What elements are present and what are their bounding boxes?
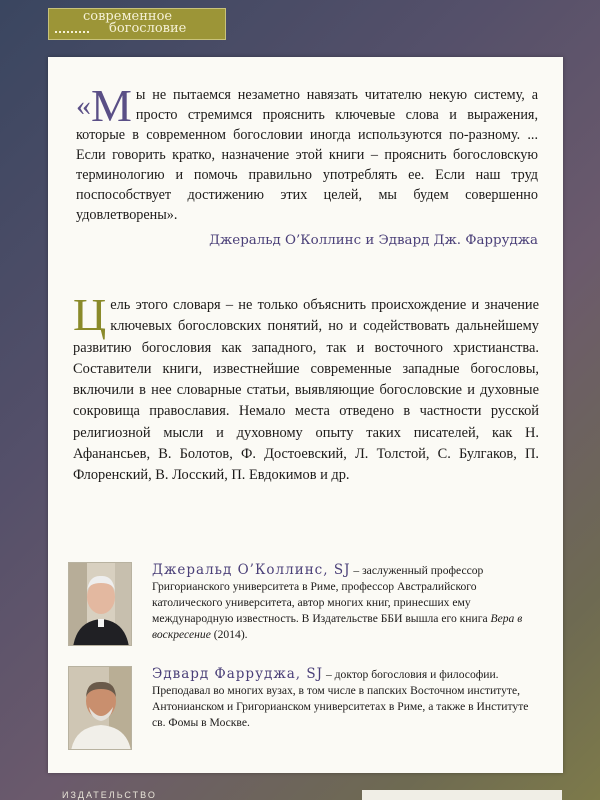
quote-text: ы не пытаемся незаметно навязать читателю некую систему, а просто стремимся прояснить ключевые слова и выражения, которые в современном богословии иногда используются по-разному. ... Если говорить кратко, назначение этой книги – прояснить богословскую терминологию и помочь правильно употреблять ее. Если наш труд поспособствует достижению этих целей, мы будем совершенно удовлетворены». <box>76 87 538 223</box>
portrait-image <box>69 667 132 750</box>
bio-text-farrugia <box>152 666 540 731</box>
dotted-rule <box>55 31 89 33</box>
quote-dropcap: М <box>91 80 132 131</box>
bio-body-farrugia: – доктор богословия и философии. Преподавал во многих вузах, в том числе в папских Восточном институте, Антонианском и Григорианском университетах в Риме, а также в Институте св. Фомы в Москве. <box>152 668 529 729</box>
book-title: Вера в воскресение <box>152 612 523 641</box>
series-badge <box>48 8 226 40</box>
description-paragraph <box>73 289 539 487</box>
author-name-ocollins: Джеральд О’Коллинс, SJ <box>152 562 351 578</box>
portrait-image <box>69 563 132 646</box>
author-photo-farrugia <box>68 666 132 750</box>
blurb-quote <box>76 80 538 251</box>
back-cover-panel <box>48 57 563 773</box>
bio-body-ocollins-1: – заслуженный профессор Григорианского университета в Риме, профессор Австралийского католического университета, автор многих книг, принесших ему международную известность. В Издательстве ББИ вышла его книга <box>152 564 491 625</box>
open-quote-mark: « <box>76 89 91 122</box>
publisher-label: ИЗДАТЕЛЬСТВО <box>62 790 157 800</box>
series-line-1: современное <box>83 9 173 24</box>
quote-author: Джеральд О’Коллинс и Эдвард Дж. Фарруджа <box>209 233 538 248</box>
author-name-farrugia: Эдвард Фарруджа, SJ <box>152 666 324 682</box>
author-photo-ocollins <box>68 562 132 646</box>
bio-text-ocollins <box>152 562 540 643</box>
author-bio-farrugia <box>68 666 538 761</box>
author-bio-ocollins <box>68 562 538 652</box>
intro-text: ель этого словаря – не только объяснить происхождение и значение ключевых богословских понятий, но и содействовать дальнейшему развитию богословия как западного, так и восточного христианства. Составители книги, известнейшие современные западные богословы, включили в нее словарные статьи, выявляющие богословские и духовные сокровища православия. Немало места отведено в частности русской религиозной мысли и духовному опыту таких писателей, как Н. Афанансьев, В. Болотов, Ф. Достоевский, Л. Толстой, С. Булгаков, П. Флоренский, В. Лосский, П. Евдокимов и др. <box>73 297 539 484</box>
intro-dropcap: Ц <box>73 289 107 340</box>
series-line-2: богословие <box>109 21 187 36</box>
bio-body-ocollins-2: (2014). <box>210 628 248 641</box>
barcode-area <box>362 790 562 800</box>
